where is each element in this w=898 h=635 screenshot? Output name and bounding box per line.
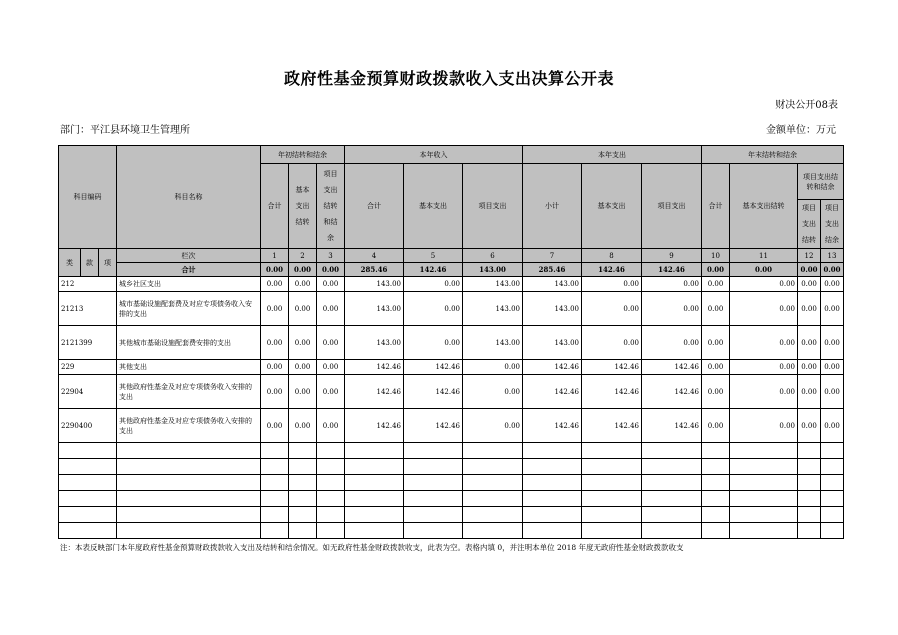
row-name: 城乡社区支出 (117, 277, 261, 292)
row-code: 21213 (59, 292, 117, 326)
row-value: 0.00 (261, 360, 289, 375)
row-value: 0.00 (404, 326, 463, 360)
row-value: 0.00 (317, 360, 345, 375)
row-code: 229 (59, 360, 117, 375)
header-end-project-carry: 项目 支出 结转 (798, 200, 821, 249)
row-value: 0.00 (642, 326, 702, 360)
row-value: 0.00 (798, 360, 821, 375)
header-expense-basic: 基本支出 (582, 164, 642, 249)
row-value: 142.46 (523, 375, 582, 409)
table-row (59, 326, 844, 360)
department-label: 部门：平江县环境卫生管理所 (60, 125, 190, 136)
row-code: 2290400 (59, 409, 117, 443)
total-cell: 285.46 (523, 263, 582, 277)
col-num: 5 (404, 249, 463, 263)
row-value: 0.00 (702, 375, 730, 409)
total-cell: 0.00 (261, 263, 289, 277)
col-num: 2 (289, 249, 317, 263)
row-value: 142.46 (345, 409, 404, 443)
row-value: 0.00 (289, 277, 317, 292)
row-value: 0.00 (798, 409, 821, 443)
header-xiang: 项 (99, 249, 117, 277)
row-name: 其他城市基础设施配套费安排的支出 (117, 326, 261, 360)
header-lei: 类 (59, 249, 81, 277)
total-cell: 142.46 (582, 263, 642, 277)
col-num: 6 (463, 249, 523, 263)
row-code: 212 (59, 277, 117, 292)
header-code: 科目编码 (59, 146, 117, 249)
col-num: 11 (730, 249, 798, 263)
header-begin-total: 合计 (261, 164, 289, 249)
unit-label: 金额单位：万元 (766, 125, 836, 136)
row-value: 0.00 (261, 277, 289, 292)
row-value: 0.00 (702, 326, 730, 360)
row-name: 其他政府性基金及对应专项债务收入安排的支出 (117, 375, 261, 409)
table-row (59, 375, 844, 409)
row-value: 0.00 (821, 326, 844, 360)
row-value: 143.00 (523, 277, 582, 292)
row-value: 0.00 (463, 375, 523, 409)
row-name: 其他政府性基金及对应专项债务收入安排的支出 (117, 409, 261, 443)
row-value: 142.46 (642, 360, 702, 375)
row-value: 0.00 (798, 326, 821, 360)
row-value: 0.00 (821, 277, 844, 292)
total-cell: 142.46 (404, 263, 463, 277)
empty-row (59, 475, 844, 491)
col-num: 7 (523, 249, 582, 263)
row-value: 0.00 (261, 326, 289, 360)
total-cell: 0.00 (702, 263, 730, 277)
row-value: 0.00 (798, 292, 821, 326)
row-name: 城市基础设施配套费及对应专项债务收入安排的支出 (117, 292, 261, 326)
row-value: 0.00 (261, 409, 289, 443)
col-num: 3 (317, 249, 345, 263)
total-cell: 143.00 (463, 263, 523, 277)
empty-row (59, 523, 844, 539)
col-num: 13 (821, 249, 844, 263)
row-value: 0.00 (289, 360, 317, 375)
row-value: 0.00 (317, 292, 345, 326)
row-value: 0.00 (798, 375, 821, 409)
header-end-total: 合计 (702, 164, 730, 249)
header-expense-subtotal: 小计 (523, 164, 582, 249)
row-value: 0.00 (702, 292, 730, 326)
header-income-group: 本年收入 (345, 146, 523, 164)
total-cell: 0.00 (289, 263, 317, 277)
row-value: 0.00 (582, 277, 642, 292)
row-value: 142.46 (404, 375, 463, 409)
row-code: 2121399 (59, 326, 117, 360)
row-value: 0.00 (798, 277, 821, 292)
header-end-project: 项目支出结转和结余 (798, 164, 844, 200)
row-value: 0.00 (730, 360, 798, 375)
header-name: 科目名称 (117, 146, 261, 249)
row-value: 142.46 (404, 360, 463, 375)
row-value: 0.00 (404, 292, 463, 326)
header-end-project-surplus: 项目 支出 结余 (821, 200, 844, 249)
header-end-basic: 基本支出结转 (730, 164, 798, 249)
row-value: 143.00 (463, 277, 523, 292)
header-begin-group: 年初结转和结余 (261, 146, 345, 164)
row-value: 0.00 (702, 360, 730, 375)
row-value: 0.00 (821, 360, 844, 375)
table-body (59, 277, 844, 539)
page-title: 政府性基金预算财政拨款收入支出决算公开表 (283, 69, 614, 88)
total-cell: 0.00 (821, 263, 844, 277)
table-row (59, 409, 844, 443)
row-value: 0.00 (730, 409, 798, 443)
row-value: 142.46 (523, 360, 582, 375)
row-value: 0.00 (582, 326, 642, 360)
row-value: 0.00 (261, 292, 289, 326)
row-value: 0.00 (582, 292, 642, 326)
col-num: 10 (702, 249, 730, 263)
row-value: 0.00 (404, 277, 463, 292)
row-value: 0.00 (702, 409, 730, 443)
total-row-label: 合计 (117, 263, 261, 277)
row-value: 143.00 (463, 292, 523, 326)
col-num: 12 (798, 249, 821, 263)
header-income-project: 项目支出 (463, 164, 523, 249)
total-cell: 142.46 (642, 263, 702, 277)
footnote: 注：本表反映部门本年度政府性基金预算财政拨款收入支出及结转和结余情况。如无政府性基金财政拨款收支，此表为空。表格内填 0，并注明本单位 2018 年度无政府性基金财政拨款收支 (60, 543, 684, 552)
col-num: 1 (261, 249, 289, 263)
row-value: 0.00 (261, 375, 289, 409)
row-value: 0.00 (730, 326, 798, 360)
row-value: 142.46 (582, 409, 642, 443)
row-value: 143.00 (345, 292, 404, 326)
header-income-total: 合计 (345, 164, 404, 249)
table-row (59, 292, 844, 326)
row-value: 0.00 (289, 409, 317, 443)
col-num: 8 (582, 249, 642, 263)
row-value: 142.46 (404, 409, 463, 443)
form-number: 财决公开08表 (775, 100, 838, 111)
row-value: 142.46 (345, 360, 404, 375)
header-begin-basic: 基本 支出 结转 (289, 164, 317, 249)
row-value: 0.00 (730, 292, 798, 326)
header-expense-project: 项目支出 (642, 164, 702, 249)
row-value: 0.00 (821, 375, 844, 409)
row-value: 0.00 (821, 292, 844, 326)
total-cell: 0.00 (730, 263, 798, 277)
row-value: 143.00 (345, 277, 404, 292)
row-value: 0.00 (730, 277, 798, 292)
row-value: 142.46 (582, 360, 642, 375)
row-value: 0.00 (289, 292, 317, 326)
row-value: 142.46 (642, 375, 702, 409)
row-value: 0.00 (463, 409, 523, 443)
row-value: 0.00 (317, 409, 345, 443)
row-value: 0.00 (702, 277, 730, 292)
row-value: 0.00 (642, 277, 702, 292)
empty-row (59, 443, 844, 459)
row-value: 0.00 (317, 326, 345, 360)
row-value: 0.00 (317, 277, 345, 292)
header-begin-project: 项目 支出 结转 和结 余 (317, 164, 345, 249)
row-value: 142.46 (642, 409, 702, 443)
empty-row (59, 459, 844, 475)
table-row (59, 277, 844, 292)
col-num: 4 (345, 249, 404, 263)
row-value: 0.00 (289, 375, 317, 409)
row-value: 0.00 (821, 409, 844, 443)
row-value: 0.00 (642, 292, 702, 326)
header-lanci: 栏次 (117, 249, 261, 263)
row-value: 0.00 (289, 326, 317, 360)
row-value: 0.00 (463, 360, 523, 375)
header-kuan: 款 (81, 249, 99, 277)
empty-row (59, 507, 844, 523)
row-code: 22904 (59, 375, 117, 409)
row-value: 143.00 (345, 326, 404, 360)
table-row (59, 360, 844, 375)
row-value: 143.00 (463, 326, 523, 360)
col-num: 9 (642, 249, 702, 263)
header-income-basic: 基本支出 (404, 164, 463, 249)
row-value: 142.46 (345, 375, 404, 409)
row-name: 其他支出 (117, 360, 261, 375)
total-cell: 0.00 (317, 263, 345, 277)
empty-row (59, 491, 844, 507)
header-expense-group: 本年支出 (523, 146, 702, 164)
data-table (58, 145, 844, 539)
header-end-group: 年末结转和结余 (702, 146, 844, 164)
row-value: 142.46 (523, 409, 582, 443)
total-cell: 0.00 (798, 263, 821, 277)
total-cell: 285.46 (345, 263, 404, 277)
row-value: 143.00 (523, 292, 582, 326)
row-value: 0.00 (317, 375, 345, 409)
row-value: 143.00 (523, 326, 582, 360)
row-value: 0.00 (730, 375, 798, 409)
row-value: 142.46 (582, 375, 642, 409)
